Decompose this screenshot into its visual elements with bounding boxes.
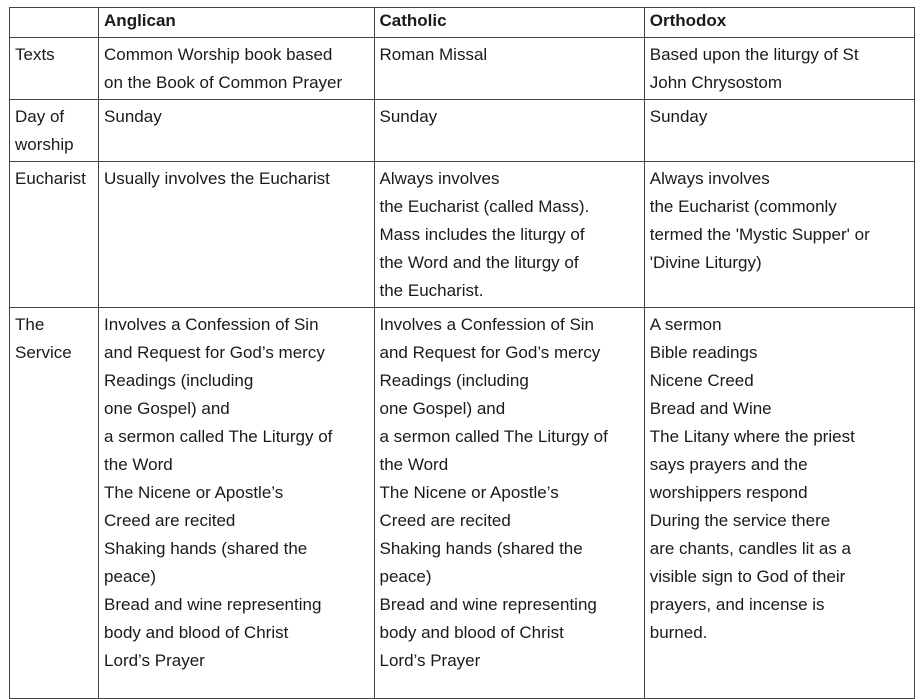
row-label-cell — [10, 308, 99, 699]
cell-text-line: Roman Missal — [379, 45, 488, 64]
cell-text-line: Bread and wine representing — [104, 595, 322, 614]
cell-text-line: says prayers and the — [649, 455, 808, 474]
cell-text-line: The Nicene or Apostle’s — [104, 483, 284, 502]
cell-text-line: Always involves — [379, 169, 500, 188]
cell-text-line: Readings (including — [379, 371, 529, 390]
cell-text-line: and Request for God’s mercy — [104, 343, 325, 362]
cell-text-line: body and blood of Christ — [379, 623, 564, 642]
cell-text-line: Bread and wine representing — [379, 595, 597, 614]
cell-text-line: on the Book of Common Prayer — [104, 73, 343, 92]
cell-text-line: Involves a Confession of Sin — [104, 315, 319, 334]
cell-text-line: Sunday — [379, 107, 438, 126]
cell-text-line: Lord’s Prayer — [104, 651, 205, 670]
cell-text-line: the Eucharist (called Mass). — [379, 197, 590, 216]
comparison-table — [9, 7, 915, 699]
cell-text-line: 'Divine Liturgy) — [649, 253, 762, 272]
table-row-the-service — [10, 308, 915, 699]
row-label-cell — [10, 38, 99, 100]
cell-catholic — [374, 162, 644, 308]
row-label-line: The — [15, 315, 45, 334]
cell-text-line: are chants, candles lit as a — [649, 539, 852, 558]
header-cell-orthodox: Orthodox — [644, 8, 914, 38]
cell-text-line: Usually involves the Eucharist — [104, 169, 330, 188]
cell-text-line: Shaking hands (shared the — [104, 539, 308, 558]
cell-text-line: the Eucharist. — [379, 281, 484, 300]
cell-text-line: During the service there — [649, 511, 831, 530]
cell-text-line: Always involves — [649, 169, 770, 188]
cell-orthodox — [644, 162, 914, 308]
cell-text-line: burned. — [649, 623, 708, 642]
cell-text-line: Nicene Creed — [649, 371, 754, 390]
cell-text-line: the Word — [379, 455, 449, 474]
cell-text-line: The Litany where the priest — [649, 427, 855, 446]
table-row-day-of-worship — [10, 100, 915, 162]
cell-text-line: Bread and Wine — [649, 399, 772, 418]
cell-text-line: Sunday — [104, 107, 162, 126]
cell-text-line: and Request for God’s mercy — [379, 343, 601, 362]
cell-text-line: prayers, and incense is — [649, 595, 825, 614]
cell-text-line: one Gospel) and — [379, 399, 506, 418]
cell-text-line: Common Worship book based — [104, 45, 333, 64]
cell-text-line: Based upon the liturgy of St — [649, 45, 859, 64]
cell-orthodox — [644, 38, 914, 100]
header-row — [10, 8, 915, 38]
cell-orthodox — [644, 100, 914, 162]
cell-text-line: Shaking hands (shared the — [379, 539, 583, 558]
cell-text-line: Sunday — [649, 107, 708, 126]
header-cell-catholic: Catholic — [374, 8, 644, 38]
cell-anglican — [99, 308, 374, 699]
cell-text-line: John Chrysostom — [649, 73, 783, 92]
cell-anglican — [99, 162, 374, 308]
row-label-line: Texts — [15, 45, 55, 64]
cell-text-line: the Word and the liturgy of — [379, 253, 579, 272]
row-label-line: worship — [15, 135, 74, 154]
cell-text-line: the Word — [104, 455, 173, 474]
cell-text-line: one Gospel) and — [104, 399, 230, 418]
cell-text-line: termed the 'Mystic Supper' or — [649, 225, 870, 244]
cell-text-line: visible sign to God of their — [649, 567, 846, 586]
cell-text-line: peace) — [104, 567, 157, 586]
cell-orthodox — [644, 308, 914, 699]
cell-text-line: Lord’s Prayer — [379, 651, 481, 670]
header-cell-empty — [10, 8, 99, 38]
cell-catholic — [374, 308, 644, 699]
cell-text-line: a sermon called The Liturgy of — [104, 427, 333, 446]
cell-catholic — [374, 100, 644, 162]
table-row-eucharist — [10, 162, 915, 308]
cell-text-line: A sermon — [649, 315, 722, 334]
cell-anglican — [99, 38, 374, 100]
row-label-line: Day of — [15, 107, 65, 126]
row-label-line: Eucharist — [15, 169, 86, 188]
cell-text-line: Mass includes the liturgy of — [379, 225, 585, 244]
row-label-cell — [10, 100, 99, 162]
header-cell-anglican: Anglican — [99, 8, 374, 38]
table-row-texts — [10, 38, 915, 100]
cell-text-line: Bible readings — [649, 343, 758, 362]
cell-catholic — [374, 38, 644, 100]
cell-text-line: the Eucharist (commonly — [649, 197, 837, 216]
row-label-line: Service — [15, 343, 72, 362]
cell-text-line: worshippers respond — [649, 483, 808, 502]
cell-text-line: peace) — [379, 567, 432, 586]
cell-anglican — [99, 100, 374, 162]
cell-text-line: Involves a Confession of Sin — [379, 315, 595, 334]
cell-text-line: Readings (including — [104, 371, 254, 390]
cell-text-line: Creed are recited — [379, 511, 511, 530]
cell-text-line: body and blood of Christ — [104, 623, 289, 642]
cell-text-line: Creed are recited — [104, 511, 236, 530]
cell-text-line: The Nicene or Apostle’s — [379, 483, 559, 502]
cell-text-line: a sermon called The Liturgy of — [379, 427, 608, 446]
row-label-cell — [10, 162, 99, 308]
